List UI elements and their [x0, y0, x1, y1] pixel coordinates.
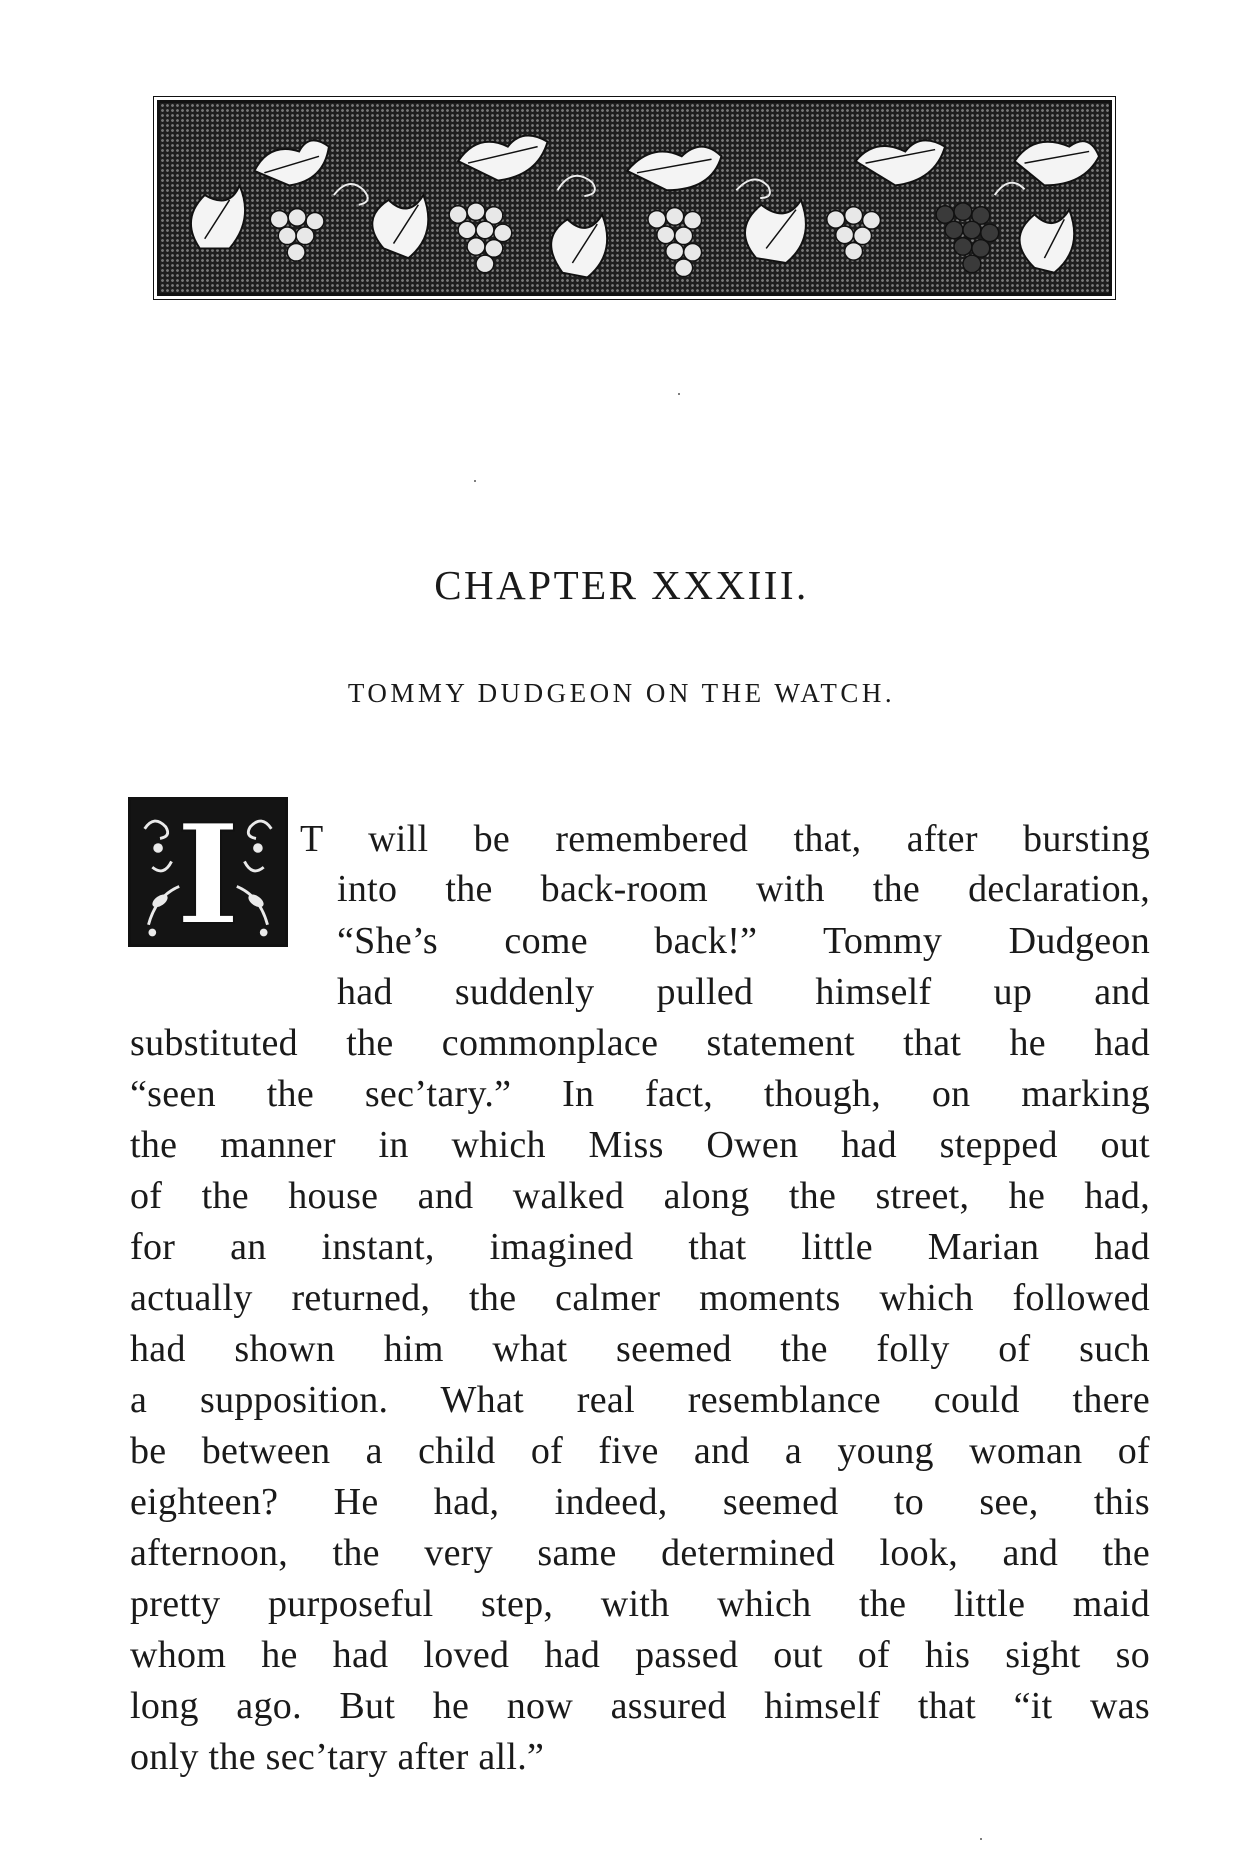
- chapter-title: CHAPTER XXXIII.: [434, 562, 809, 608]
- drop-cap: [128, 797, 288, 947]
- body-line: for an instant, imagined that little Marian had: [130, 1226, 1150, 1268]
- body-line: actually returned, the calmer moments which followed: [130, 1277, 1150, 1319]
- body-line: T will be remembered that, after bursting: [300, 818, 1150, 860]
- print-speck: [980, 1838, 982, 1840]
- print-speck: [678, 393, 680, 395]
- print-speck: [474, 480, 476, 482]
- body-line: “seen the sec’tary.” In fact, though, on marking: [130, 1073, 1150, 1115]
- body-line: had shown him what seemed the folly of such: [130, 1328, 1150, 1370]
- body-line: of the house and walked along the street, he had,: [130, 1175, 1150, 1217]
- body-line: whom he had loved had passed out of his sight so: [130, 1634, 1150, 1676]
- drop-cap-letter: I: [175, 797, 241, 947]
- body-line: had suddenly pulled himself up and: [337, 971, 1150, 1013]
- body-line: eighteen? He had, indeed, seemed to see, this: [130, 1481, 1150, 1523]
- body-line: into the back-room with the declaration,: [337, 868, 1150, 910]
- body-line: the manner in which Miss Owen had stepped out: [130, 1124, 1150, 1166]
- body-line: afternoon, the very same determined look, and the: [130, 1532, 1150, 1574]
- body-line: “She’s come back!” Tommy Dudgeon: [337, 920, 1150, 962]
- body-line: long ago. But he now assured himself that “it was: [130, 1685, 1150, 1727]
- grape-vine-ornament: [160, 103, 1109, 293]
- body-line-last: only the sec’tary after all.”: [130, 1736, 545, 1778]
- body-line: a supposition. What real resemblance could there: [130, 1379, 1150, 1421]
- body-line: substituted the commonplace statement that he had: [130, 1022, 1150, 1064]
- decorative-headpiece: [157, 100, 1112, 296]
- body-line: pretty purposeful step, with which the little maid: [130, 1583, 1150, 1625]
- body-line: be between a child of five and a young woman of: [130, 1430, 1150, 1472]
- chapter-subtitle: TOMMY DUDGEON ON THE WATCH.: [347, 678, 896, 708]
